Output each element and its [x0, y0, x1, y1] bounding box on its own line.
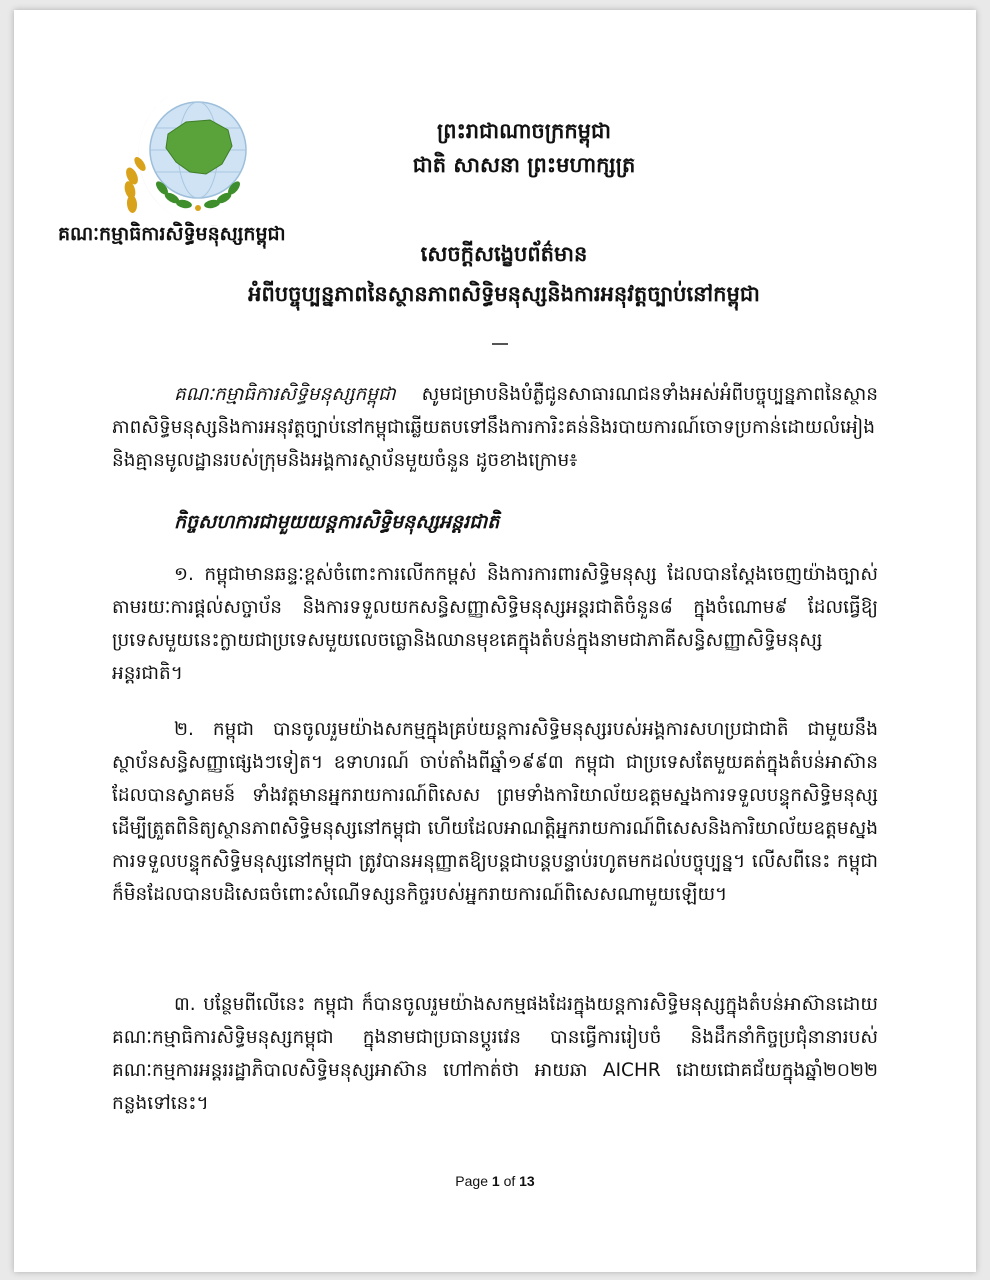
kingdom-line-1: ព្រះរាជាណាចក្រកម្ពុជា: [436, 119, 611, 143]
intro-organization: គណៈកម្មាធិការសិទ្ធិមនុស្សកម្ពុជា: [174, 384, 396, 405]
paragraph-3: ៣. បន្ថែមពីលើនេះ កម្ពុជា ក៏បានចូលរួមយ៉ាងសកម្មផងដែរក្នុងយន្តការសិទ្ធិមនុស្សក្នុងតំបន់អាស៊ានដោយ គណៈកម្មាធិការសិទ្ធិមនុស្សកម្ពុជា ក្នុងនាមជាប្រធានប្តូរវេន បានធ្វើការរៀបចំ និងដឹកនាំកិច្ចប្រជុំនានារបស់គណៈកម្មការអន្តររដ្ឋាភិបាលសិទ្ធិមនុស្សអាស៊ាន ហៅកាត់ថា អាយឆា AICHR ដោយជោគជ័យក្នុងឆ្នាំ២០២២ កន្លងទៅនេះ។: [112, 994, 878, 1114]
kingdom-motto: ជាតិ សាសនា ព្រះមហាក្សត្រ: [412, 153, 636, 177]
intro-text: សូមជម្រាបនិងបំភ្លឺជូនសាធារណជនទាំងអស់អំពីបច្ចុប្បន្នភាពនៃស្ថានភាពសិទ្ធិមនុស្សនិងការអនុវត្តច្បាប់នៅកម្ពុជាឆ្លើយតបទៅនឹងការការិះគន់និងរបាយការណ៍ចោទប្រកាន់ដោយលំអៀងនិងគ្មានមូលដ្ឋានរបស់ក្រុមនិងអង្គការស្ថាប័នមួយចំនួន ដូចខាងក្រោម៖: [112, 384, 878, 471]
kingdom-header: [314, 114, 734, 182]
of-label: of: [503, 1173, 516, 1189]
separator-dash: [492, 343, 508, 345]
current-page-number: 1: [491, 1173, 500, 1189]
page-label: Page: [455, 1173, 488, 1189]
total-pages: 13: [519, 1173, 535, 1189]
intro-paragraph: [112, 378, 878, 477]
title-line-1: សេចក្តីសង្ខេបព័ត៌មាន: [420, 242, 588, 266]
document-page: [14, 10, 976, 1272]
chrc-emblem-icon: [110, 88, 280, 238]
paragraph-1: ១. កម្ពុជាមានឆន្ទៈខ្ពស់ចំពោះការលើកកម្ពស់ និងការការពារសិទ្ធិមនុស្ស ដែលបានស្តែងចេញយ៉ាងច្បាស់តាមរយៈការផ្តល់សច្ចាប័ន និងការទទួលយកសន្ធិសញ្ញាសិទ្ធិមនុស្សអន្តរជាតិចំនួន៨ ក្នុងចំណោម៩ ដែលធ្វើឱ្យប្រទេសមួយនេះក្លាយជាប្រទេសមួយលេចធ្លោនិងឈានមុខគេក្នុងតំបន់ក្នុងនាមជាភាគីសន្ធិសញ្ញាសិទ្ធិមនុស្សអន្តរជាតិ។: [112, 564, 878, 684]
section-heading: កិច្ចសហការជាមួយយន្តការសិទ្ធិមនុស្សអន្តរជាតិ: [174, 511, 500, 533]
organization-name: គណៈកម្មាធិការសិទ្ធិមនុស្សកម្ពុជា: [58, 223, 286, 245]
page-footer: [14, 1173, 976, 1189]
paragraph-2: ២. កម្ពុជា បានចូលរួមយ៉ាងសកម្មក្នុងគ្រប់យន្តការសិទ្ធិមនុស្សរបស់អង្គការសហប្រជាជាតិ ជាមួយនឹងស្ថាប័នសន្ធិសញ្ញាផ្សេងៗទៀត។ ឧទាហរណ៍ ចាប់តាំងពីឆ្នាំ១៩៩៣ កម្ពុជា ជាប្រទេសតែមួយគត់ក្នុងតំបន់អាស៊ានដែលបានស្វាគមន៍ ទាំងវត្តមានអ្នករាយការណ៍ពិសេស ព្រមទាំងការិយាល័យឧត្តមស្នងការទទួលបន្ទុកសិទ្ធិមនុស្ស ដើម្បីត្រួតពិនិត្យស្ថានភាពសិទ្ធិមនុស្សនៅកម្ពុជា ហើយដែលអាណត្តិអ្នករាយការណ៍ពិសេសនិងការិយាល័យឧត្តមស្នងការទទួលបន្ទុកសិទ្ធិមនុស្សនៅកម្ពុជា ត្រូវបានអនុញ្ញាតឱ្យបន្តជាបន្តបន្ទាប់រហូតមកដល់បច្ចុប្បន្ន។ លើសពីនេះ កម្ពុជា ក៏មិនដែលបានបដិសេធចំពោះសំណើទស្សនកិច្ចរបស់អ្នករាយការណ៍ពិសេសណាមួយឡើយ។: [112, 719, 878, 905]
title-line-2: អំពីបច្ចុប្បន្នភាពនៃស្ថានភាពសិទ្ធិមនុស្សនិងការអនុវត្តច្បាប់នៅកម្ពុជា: [248, 282, 760, 306]
document-title: [134, 234, 874, 314]
